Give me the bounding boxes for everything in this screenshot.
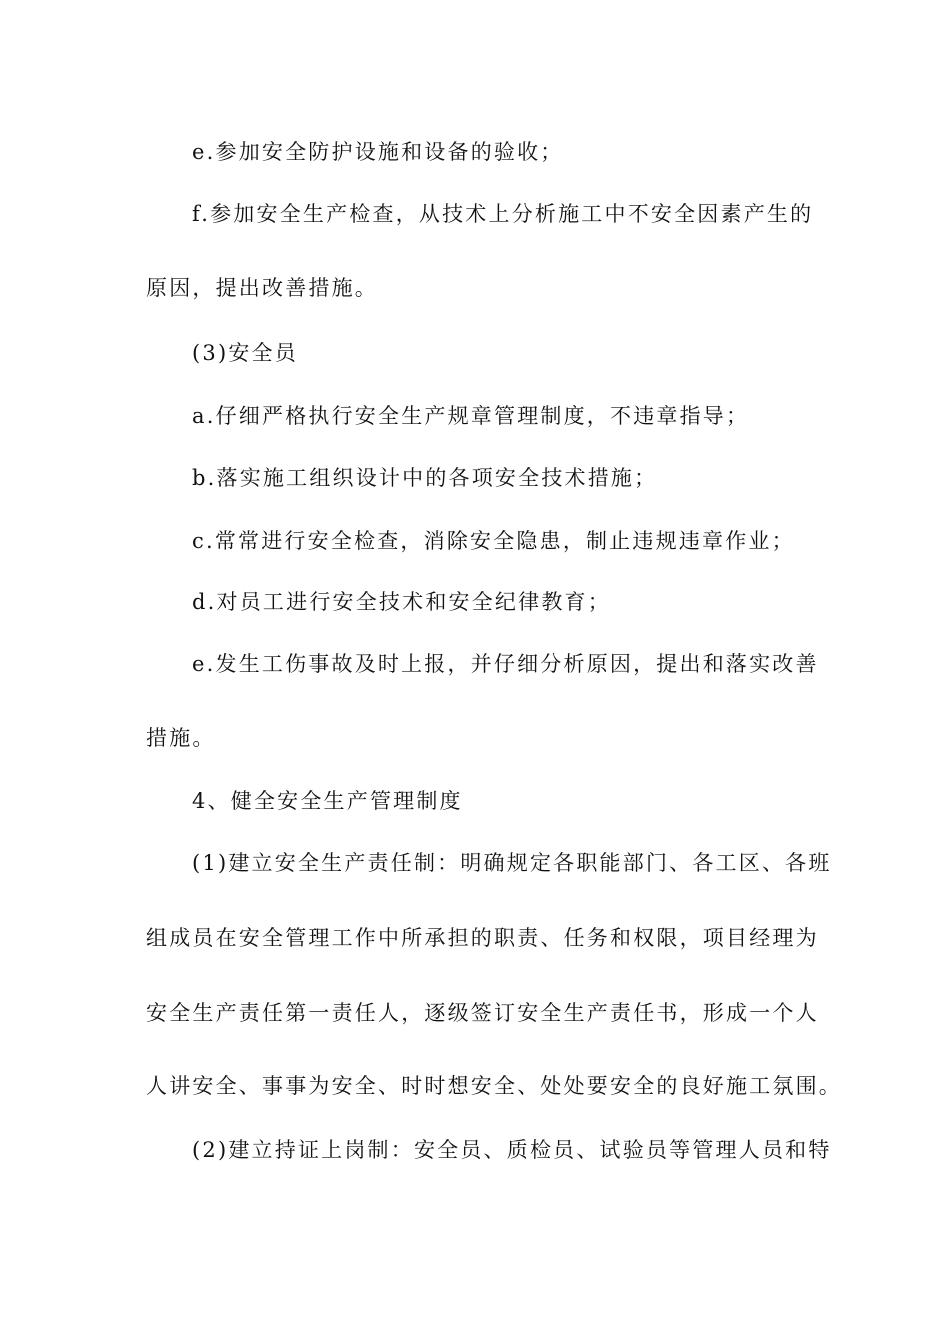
paragraph-line: e.发生工伤事故及时上报，并仔细分析原因，提出和落实改善	[192, 652, 819, 676]
section-heading: 4、健全安全生产管理制度	[192, 789, 463, 813]
paragraph-line: a.仔细严格执行安全生产规章管理制度，不违章指导；	[192, 404, 750, 428]
paragraph-line: 组成员在安全管理工作中所承担的职责、任务和权限，项目经理为	[146, 926, 819, 950]
section-heading: (3)安全员	[192, 341, 298, 365]
paragraph-line: c.常常进行安全检查，消除安全隐患，制止违规违章作业；	[192, 529, 795, 553]
paragraph-line: 人讲安全、事事为安全、时时想安全、处处要安全的良好施工氛围。	[146, 1074, 842, 1098]
paragraph-line: f.参加安全生产检查，从技术上分析施工中不安全因素产生的	[192, 202, 814, 226]
paragraph-line: (1)建立安全生产责任制：明确规定各职能部门、各工区、各班	[192, 851, 832, 875]
paragraph-line: e.参加安全防护设施和设备的验收；	[192, 140, 564, 164]
paragraph-line: 措施。	[146, 726, 216, 750]
paragraph-line: b.落实施工组织设计中的各项安全技术措施；	[192, 466, 658, 490]
paragraph-line: 安全生产责任第一责任人，逐级签订安全生产责任书，形成一个人	[146, 1001, 819, 1025]
paragraph-line: (2)建立持证上岗制：安全员、质检员、试验员等管理人员和特	[192, 1138, 832, 1162]
paragraph-line: d.对员工进行安全技术和安全纪律教育；	[192, 590, 611, 614]
paragraph-line: 原因，提出改善措施。	[146, 276, 378, 300]
